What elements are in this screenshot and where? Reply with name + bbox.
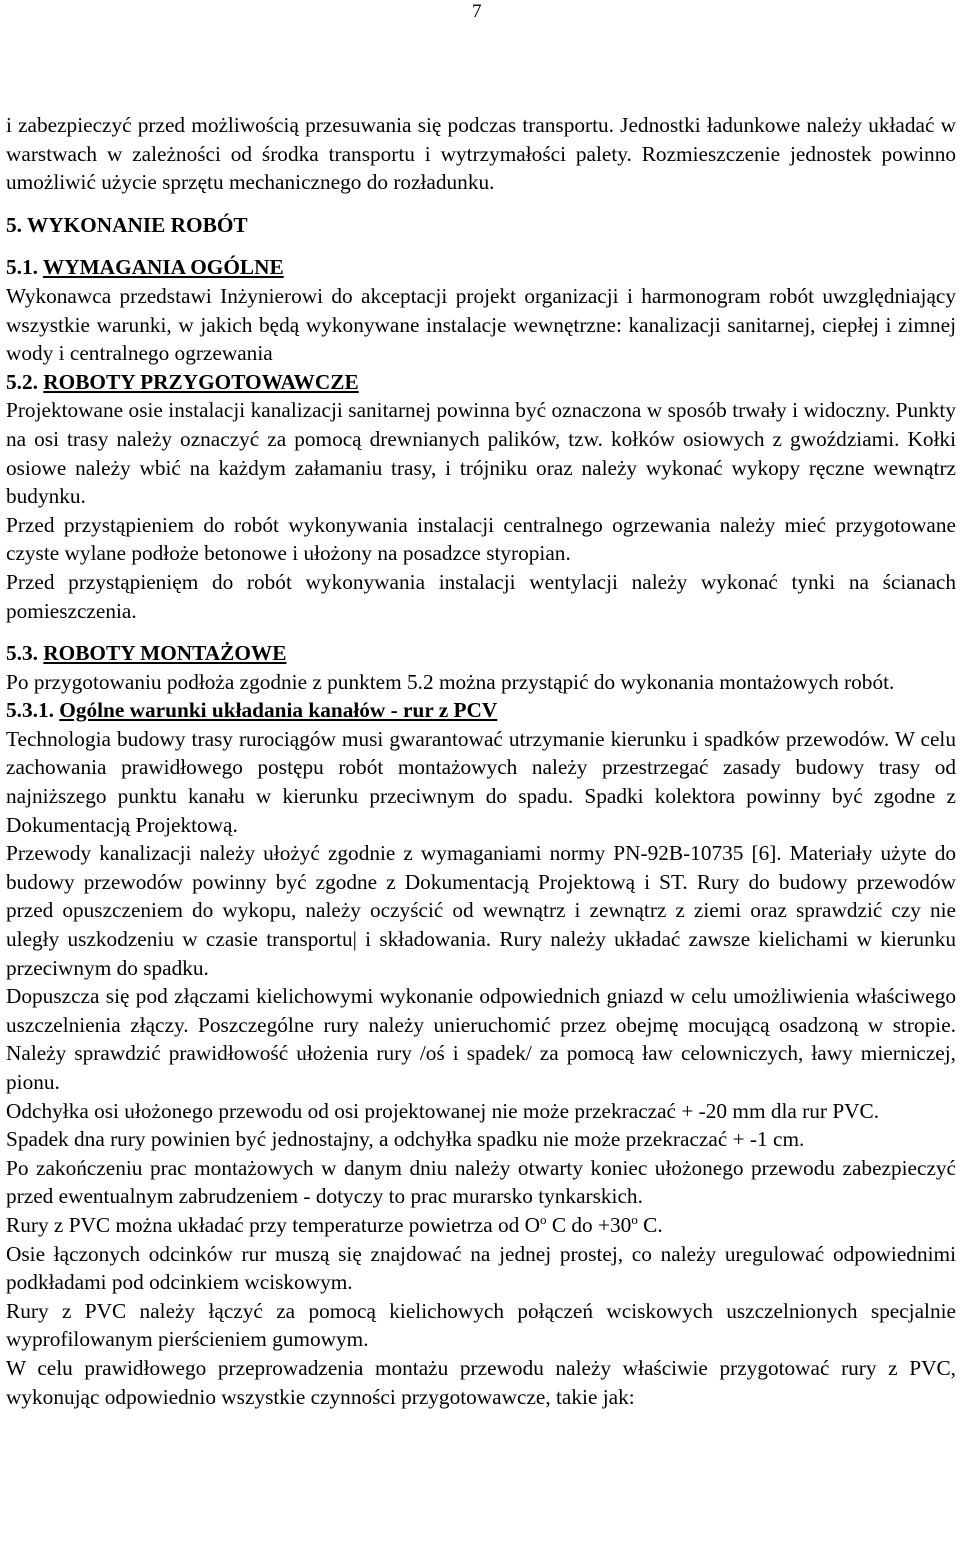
text-run: C. xyxy=(637,1212,663,1237)
text-run: Rury z PVC można układać przy temperaturze powietrza od O xyxy=(6,1212,541,1237)
temperature-paragraph xyxy=(6,1211,956,1240)
paragraph: Przed przystąpieniem do robót wykonywania instalacji centralnego ogrzewania należy mieć przygotowane czyste wylane podłoże betonowe i ułożony na posadzce styropian. xyxy=(6,512,956,566)
section-title: Ogólne warunki układania kanałów - rur z PCV xyxy=(59,698,498,723)
paragraph: Technologia budowy trasy rurociągów musi gwarantować utrzymanie kierunku i spadków przewodów. W celu zachowania prawidłowego postępu robót montażowych należy przestrzegać zasady budowy trasy od najniższego punktu kanału w kierunku przeciwnym do spadu. Spadki kolektora powinny być zgodne z Dokumentacją Projektową. xyxy=(6,726,956,837)
section-number: 5.1. xyxy=(6,255,38,280)
paragraph: Rury z PVC należy łączyć za pomocą kielichowych połączeń wciskowych uszczelnionych specjalnie wyprofilowanym pierścieniem gumowym. xyxy=(6,1298,956,1352)
superscript: o xyxy=(540,1211,547,1227)
superscript: o xyxy=(631,1211,638,1227)
section-5-3-paragraph: Po przygotowaniu podłoża zgodnie z punktem 5.2 można przystąpić do wykonania montażowych robót. xyxy=(6,669,895,694)
paragraph: Osie łączonych odcinków rur muszą się znajdować na jednej prostej, co należy uregulować odpowiednimi podkładami pod odcinkiem wciskowym. xyxy=(6,1241,956,1295)
paragraph: Spadek dna rury powinien być jednostajny, a odchyłka spadku nie może przekraczać + -1 cm. xyxy=(6,1127,805,1152)
paragraph: Przed przystąpienięm do robót wykonywania instalacji wentylacji należy wykonać tynki na ścianach pomieszczenia. xyxy=(6,569,956,623)
paragraph: Projektowane osie instalacji kanalizacji sanitarnej powinna być oznaczona w sposób trwały i widoczny. Punkty na osi trasy należy oznaczyć za pomocą drewnianych palików, tzw. kołków osiowych z gwoździami. Kołki osiowe należy wbić na każdym załamaniu trasy, i trójniku oraz należy wykonać wykopy ręczne wewnątrz budynku. xyxy=(6,398,956,509)
section-5-3-1-heading xyxy=(6,696,956,725)
page-number: 7 xyxy=(472,1,482,22)
paragraph: Odchyłka osi ułożonego przewodu od osi projektowanej nie może przekraczać + -20 mm dla rur PVC. xyxy=(6,1098,880,1123)
paragraph: Przewody kanalizacji należy ułożyć zgodnie z wymaganiami normy PN-92B-10735 [6]. Materiały użyte do budowy przewodów powinny być zgodne z Dokumentacją Projektową i ST. Rury do budowy przewodów przed opuszczeniem do wykopu, należy oczyścić od wewnątrz i zewnątrz z ziemi oraz sprawdzić czy nie uległy uszkodzeniu w czasie transportu| i składowania. Rury należy układać zawsze kielichami w kierunku przeciwnym do spadku. xyxy=(6,841,956,980)
section-title: ROBOTY MONTAŻOWE xyxy=(43,641,287,666)
section-number: 5.3.1. xyxy=(6,698,54,723)
section-5-1-paragraph: Wykonawca przedstawi Inżynierowi do akceptacji projekt organizacji i harmonogram robót uwzględniający wszystkie warunki, w jakich będą wykonywane instalacje wewnętrzne: kanalizacji sanitarnej, ciepłej i zimnej wody i centralnego ogrzewania xyxy=(6,283,956,366)
section-number: 5.3. xyxy=(6,641,38,666)
section-title: ROBOTY PRZYGOTOWAWCZE xyxy=(43,369,359,394)
paragraph: Dopuszcza się pod złączami kielichowymi wykonanie odpowiednich gniazd w celu umożliwienia właściwego uszczelnienia złączy. Poszczególne rury należy unieruchomić przez obejmę mocującą osadzoną w stropie. Należy sprawdzić prawidłowość ułożenia rury /oś i spadek/ za pomocą ław celowniczych, ławy mierniczej, pionu. xyxy=(6,984,956,1094)
document-body xyxy=(6,111,956,1411)
section-5-3-heading xyxy=(6,639,956,668)
paragraph: W celu prawidłowego przeprowadzenia montażu przewodu należy właściwie przygotować rury z PVC, wykonując odpowiednio wszystkie czynności przygotowawcze, takie jak: xyxy=(6,1355,956,1409)
section-title: WYMAGANIA OGÓLNE xyxy=(42,255,284,280)
paragraph: Po zakończeniu prac montażowych w danym dniu należy otwarty koniec ułożonego przewodu zabezpieczyć przed ewentualnym zabrudzeniem - dotyczy to prac murarsko tynkarskich. xyxy=(6,1155,956,1209)
section-5-2-heading xyxy=(6,368,956,397)
text-run: C do +30 xyxy=(546,1212,632,1237)
section-number: 5.2. xyxy=(6,369,38,394)
section-5-1-heading xyxy=(6,253,956,282)
intro-paragraph: i zabezpieczyć przed możliwością przesuwania się podczas transportu. Jednostki ładunkowe należy układać w warstwach w zależności od środka transportu i wytrzymałości palety. Rozmieszczenie jednostek powinno umożliwić użycie sprzętu mechanicznego do rozładunku. xyxy=(6,113,956,195)
section-5-heading: 5. WYKONANIE ROBÓT xyxy=(6,212,248,237)
